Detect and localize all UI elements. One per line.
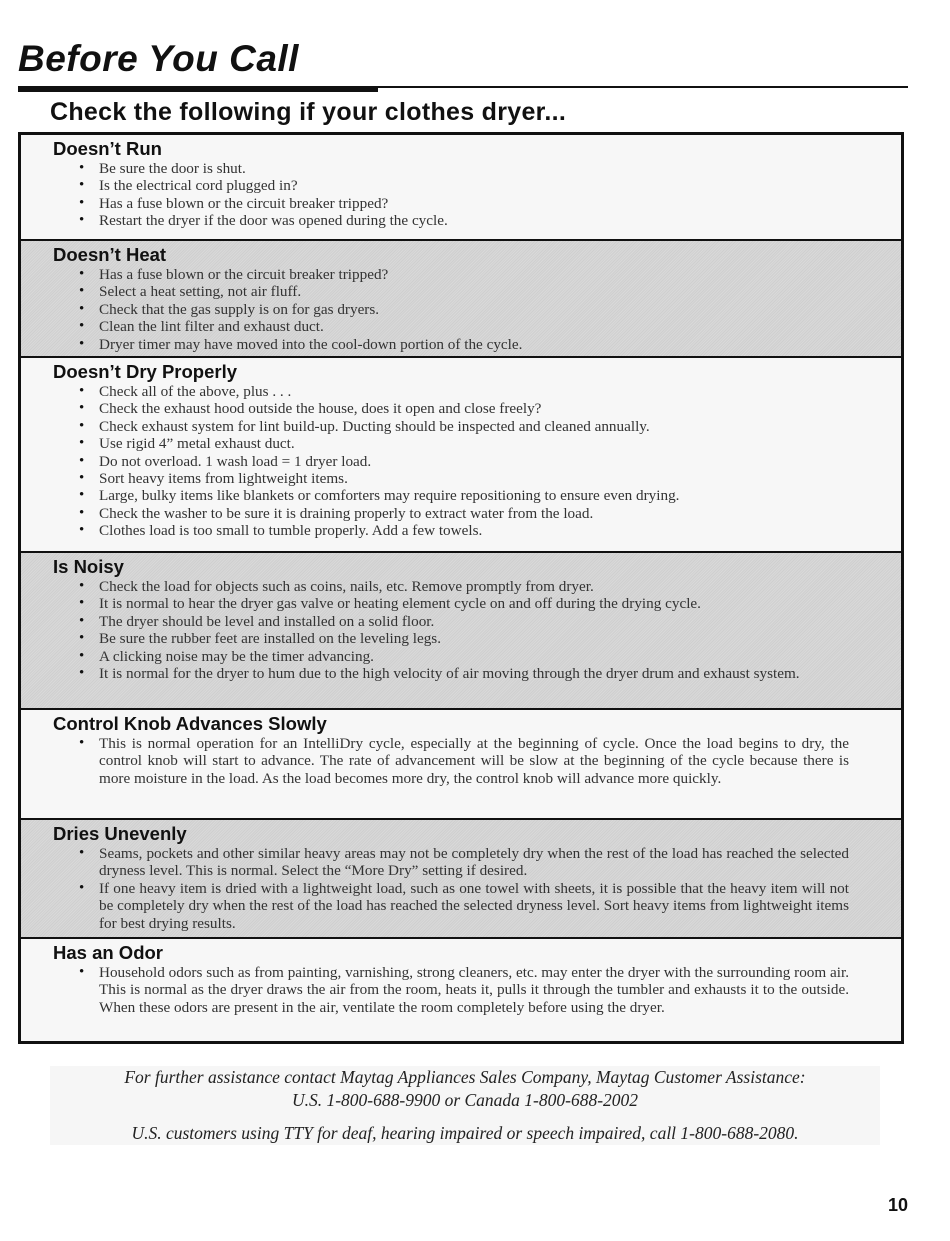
- section-heading: Doesn’t Heat: [53, 244, 167, 265]
- item-list: [53, 266, 849, 353]
- list-item: • If one heavy item is dried with a lightweight load, such as one towel with sheets, it is possible that the heavy item will not be completely dry when the rest of the load has reached the selected dryness level. Sort heavy items from lightweight items for best drying results.: [53, 880, 849, 932]
- section-doesnt-run: [21, 135, 901, 241]
- list-item: • Has a fuse blown or the circuit breaker tripped?: [53, 266, 849, 283]
- footer-tty-line: U.S. customers using TTY for deaf, hearing impaired or speech impaired, call 1-800-688-2080.: [131, 1123, 799, 1143]
- list-item: • This is normal operation for an IntelliDry cycle, especially at the beginning of cycle. Once the load begins to dry, the control knob will start to advance. The rate of advancement will be slow at the beginning of the cycle because there is more moisture in the load. As the load becomes more dry, the control knob will advance more quickly.: [53, 735, 849, 787]
- title-rule-thin: [18, 86, 908, 88]
- list-item: • It is normal to hear the dryer gas valve or heating element cycle on and off during the drying cycle.: [53, 595, 849, 612]
- list-item: • Household odors such as from painting, varnishing, strong cleaners, etc. may enter the dryer with the surrounding room air. This is normal as the dryer draws the air from the room, heats it, pulls it through the tumbler and exhausts it to the outside. When these odors are present in the air, ventilate the room completely before using the dryer.: [53, 964, 849, 1016]
- list-item: • Clean the lint filter and exhaust duct.: [53, 318, 849, 335]
- item-list: [53, 845, 849, 932]
- item-list: [53, 160, 849, 230]
- list-item: • Is the electrical cord plugged in?: [53, 177, 849, 194]
- list-item: • Check that the gas supply is on for gas dryers.: [53, 301, 849, 318]
- list-item: • Restart the dryer if the door was opened during the cycle.: [53, 212, 849, 229]
- section-control-knob-advances-slowly: [21, 710, 901, 820]
- list-item: • The dryer should be level and installed on a solid floor.: [53, 613, 849, 630]
- section-heading: Doesn’t Dry Properly: [53, 361, 238, 382]
- list-item: • It is normal for the dryer to hum due to the high velocity of air moving through the dryer drum and exhaust system.: [53, 665, 849, 682]
- item-list: [53, 735, 849, 787]
- section-heading: Is Noisy: [53, 556, 124, 577]
- list-item: • Sort heavy items from lightweight items.: [53, 470, 849, 487]
- list-item: • A clicking noise may be the timer advancing.: [53, 648, 849, 665]
- section-doesnt-dry-properly: [21, 358, 901, 553]
- list-item: • Check exhaust system for lint build-up. Ducting should be inspected and cleaned annually.: [53, 418, 849, 435]
- list-item: • Use rigid 4” metal exhaust duct.: [53, 435, 849, 452]
- section-has-an-odor: [21, 939, 901, 1041]
- list-item: • Dryer timer may have moved into the cool-down portion of the cycle.: [53, 336, 849, 353]
- list-item: • Be sure the door is shut.: [53, 160, 849, 177]
- section-doesnt-heat: [21, 241, 901, 358]
- item-list: [53, 964, 849, 1016]
- list-item: • Check the load for objects such as coins, nails, etc. Remove promptly from dryer.: [53, 578, 849, 595]
- list-item: • Be sure the rubber feet are installed on the leveling legs.: [53, 630, 849, 647]
- item-list: [53, 578, 849, 682]
- list-item: • Clothes load is too small to tumble properly. Add a few towels.: [53, 522, 849, 539]
- list-item: • Seams, pockets and other similar heavy areas may not be completely dry when the rest of the load has reached the selected dryness level. This is normal. Select the “More Dry” setting if desired.: [53, 845, 849, 880]
- assistance-footer: [50, 1066, 880, 1145]
- page-number: 10: [887, 1195, 908, 1215]
- section-dries-unevenly: [21, 820, 901, 939]
- section-heading: Control Knob Advances Slowly: [53, 713, 327, 734]
- footer-phone-line: U.S. 1-800-688-9900 or Canada 1-800-688-2002: [291, 1090, 639, 1110]
- footer-contact-line: For further assistance contact Maytag Appliances Sales Company, Maytag Customer Assistance:: [124, 1067, 806, 1087]
- section-is-noisy: [21, 553, 901, 710]
- troubleshooting-box: [18, 132, 904, 1044]
- page-title: Before You Call: [18, 38, 299, 79]
- list-item: • Check the exhaust hood outside the house, does it open and close freely?: [53, 400, 849, 417]
- list-item: • Check all of the above, plus . . .: [53, 383, 849, 400]
- list-item: • Check the washer to be sure it is draining properly to extract water from the load.: [53, 505, 849, 522]
- section-heading: Dries Unevenly: [53, 823, 187, 844]
- list-item: • Large, bulky items like blankets or comforters may require repositioning to ensure even drying.: [53, 487, 849, 504]
- page-subtitle: Check the following if your clothes dryer...: [50, 98, 567, 126]
- item-list: [53, 383, 849, 540]
- list-item: • Do not overload. 1 wash load = 1 dryer load.: [53, 453, 849, 470]
- list-item: • Has a fuse blown or the circuit breaker tripped?: [53, 195, 849, 212]
- list-item: • Select a heat setting, not air fluff.: [53, 283, 849, 300]
- section-heading: Doesn’t Run: [53, 138, 162, 159]
- section-heading: Has an Odor: [53, 942, 163, 963]
